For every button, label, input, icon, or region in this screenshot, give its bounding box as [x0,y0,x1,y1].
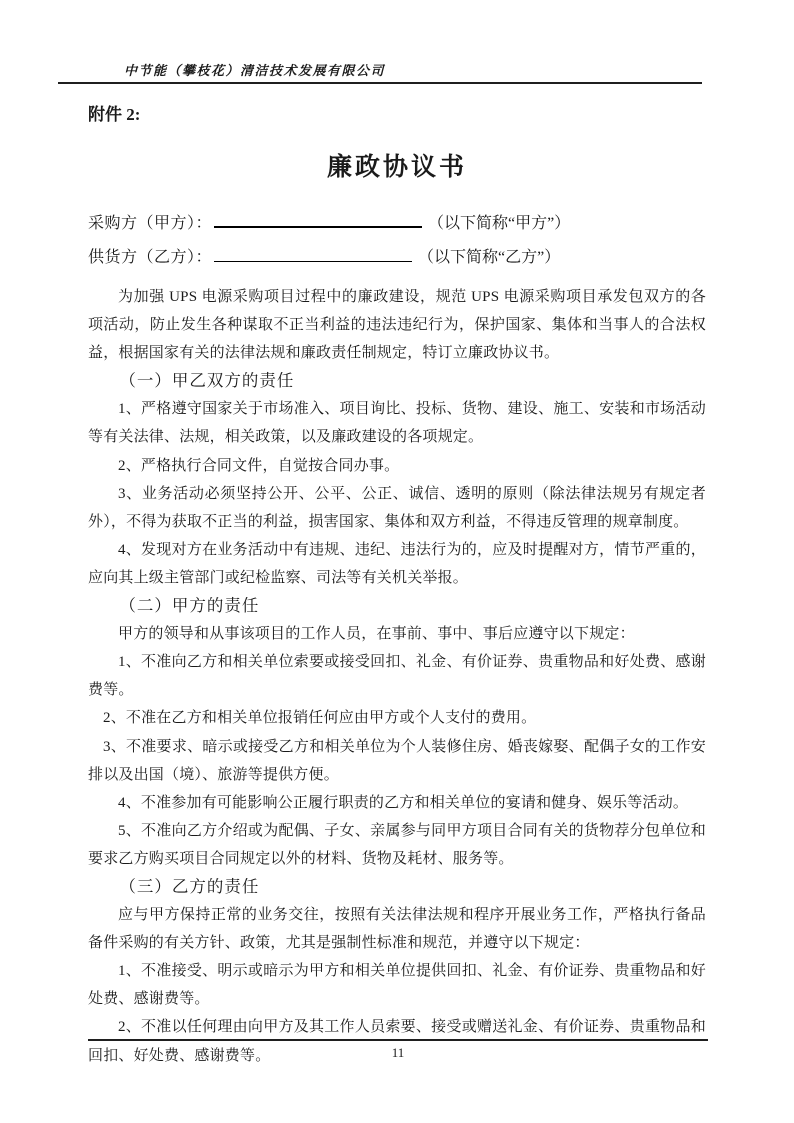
party-label-supplier: 供货方（乙方）： [88,249,213,266]
page-number: 11 [391,1045,405,1060]
paragraph: 应与甲方保持正常的业务交往，按照有关法律法规和程序开展业务工作，严格执行备品备件采购的有关方针、政策，尤其是强制性标准和规范，并遵守以下规定： [88,907,706,952]
paragraph: 3、业务活动必须坚持公开、公平、公正、诚信、透明的原则（除法律法规另有规定者外），不得为获取不正当的利益，损害国家、集体和双方利益，不得违反管理的规章制度。 [88,485,706,530]
paragraph: 为加强 UPS 电源采购项目过程中的廉政建设，规范 UPS 电源采购项目承发包双方的各项活动，防止发生各种谋取不正当利益的违法违纪行为，保护国家、集体和当事人的合法权益，根据国家有关的法律法规和廉政责任制规定，特订立廉政协议书。 [88,289,706,362]
paragraph: 1、严格遵守国家关于市场准入、项目询比、投标、货物、建设、施工、安装和市场活动等有关法律、法规，相关政策，以及廉政建设的各项规定。 [88,401,706,446]
paragraph: 甲方的领导和从事该项目的工作人员，在事前、事中、事后应遵守以下规定： [118,626,635,643]
paragraph: 4、不准参加有可能影响公正履行职责的乙方和相关单位的宴请和健身、娱乐等活动。 [118,794,689,811]
paragraph: 5、不准向乙方介绍或为配偶、子女、亲属参与同甲方项目合同有关的货物荐分包单位和要求乙方购买项目合同规定以外的材料、货物及耗材、服务等。 [88,822,706,867]
signature-blank-buyer [214,210,422,228]
paragraph: 3、不准要求、暗示或接受乙方和相关单位为个人装修住房、婚丧嫁娶、配偶子女的工作安排以及出国（境）、旅游等提供方便。 [88,738,706,783]
party-line-supplier [88,241,706,275]
page-header [58,60,702,84]
document-title: 廉政协议书 [326,154,467,181]
page-footer [88,1039,708,1061]
paragraph: 1、不准接受、明示或暗示为甲方和相关单位提供回扣、礼金、有价证券、贵重物品和好处费、感谢费等。 [88,963,706,1008]
paragraph: 4、发现对方在业务活动中有违规、违纪、违法行为的，应及时提醒对方，情节严重的，应向其上级主管部门或纪检监察、司法等有关机关举报。 [88,541,706,586]
section-heading: （二）甲方的责任 [119,596,260,616]
attachment-label: 附件 2: [88,105,141,124]
paragraph: 2、不准以任何理由向甲方及其工作人员索要、接受或赠送礼金、有价证券、贵重物品和回扣、好处费、感谢费等。 [88,1019,706,1064]
party-label-buyer: 采购方（甲方）： [88,215,213,232]
section-heading: （三）乙方的责任 [119,876,260,896]
document-body [88,283,706,1070]
parties-block [88,207,706,275]
document-content [0,86,794,1070]
signature-blank-supplier [214,245,412,262]
party-line-buyer [88,207,706,241]
paragraph: 1、不准向乙方和相关单位索要或接受回扣、礼金、有价证券、贵重物品和好处费、感谢费等。 [88,654,706,699]
section-heading: （一）甲乙双方的责任 [119,371,295,391]
paragraph: 2、严格执行合同文件，自觉按合同办事。 [118,457,400,474]
party-suffix-supplier: （以下简称“乙方”） [418,249,561,266]
paragraph: 2、不准在乙方和相关单位报销任何应由甲方或个人支付的费用。 [103,710,537,727]
party-suffix-buyer: （以下简称“甲方”） [428,215,571,232]
company-name: 中节能（攀枝花）清洁技术发展有限公司 [124,63,386,78]
